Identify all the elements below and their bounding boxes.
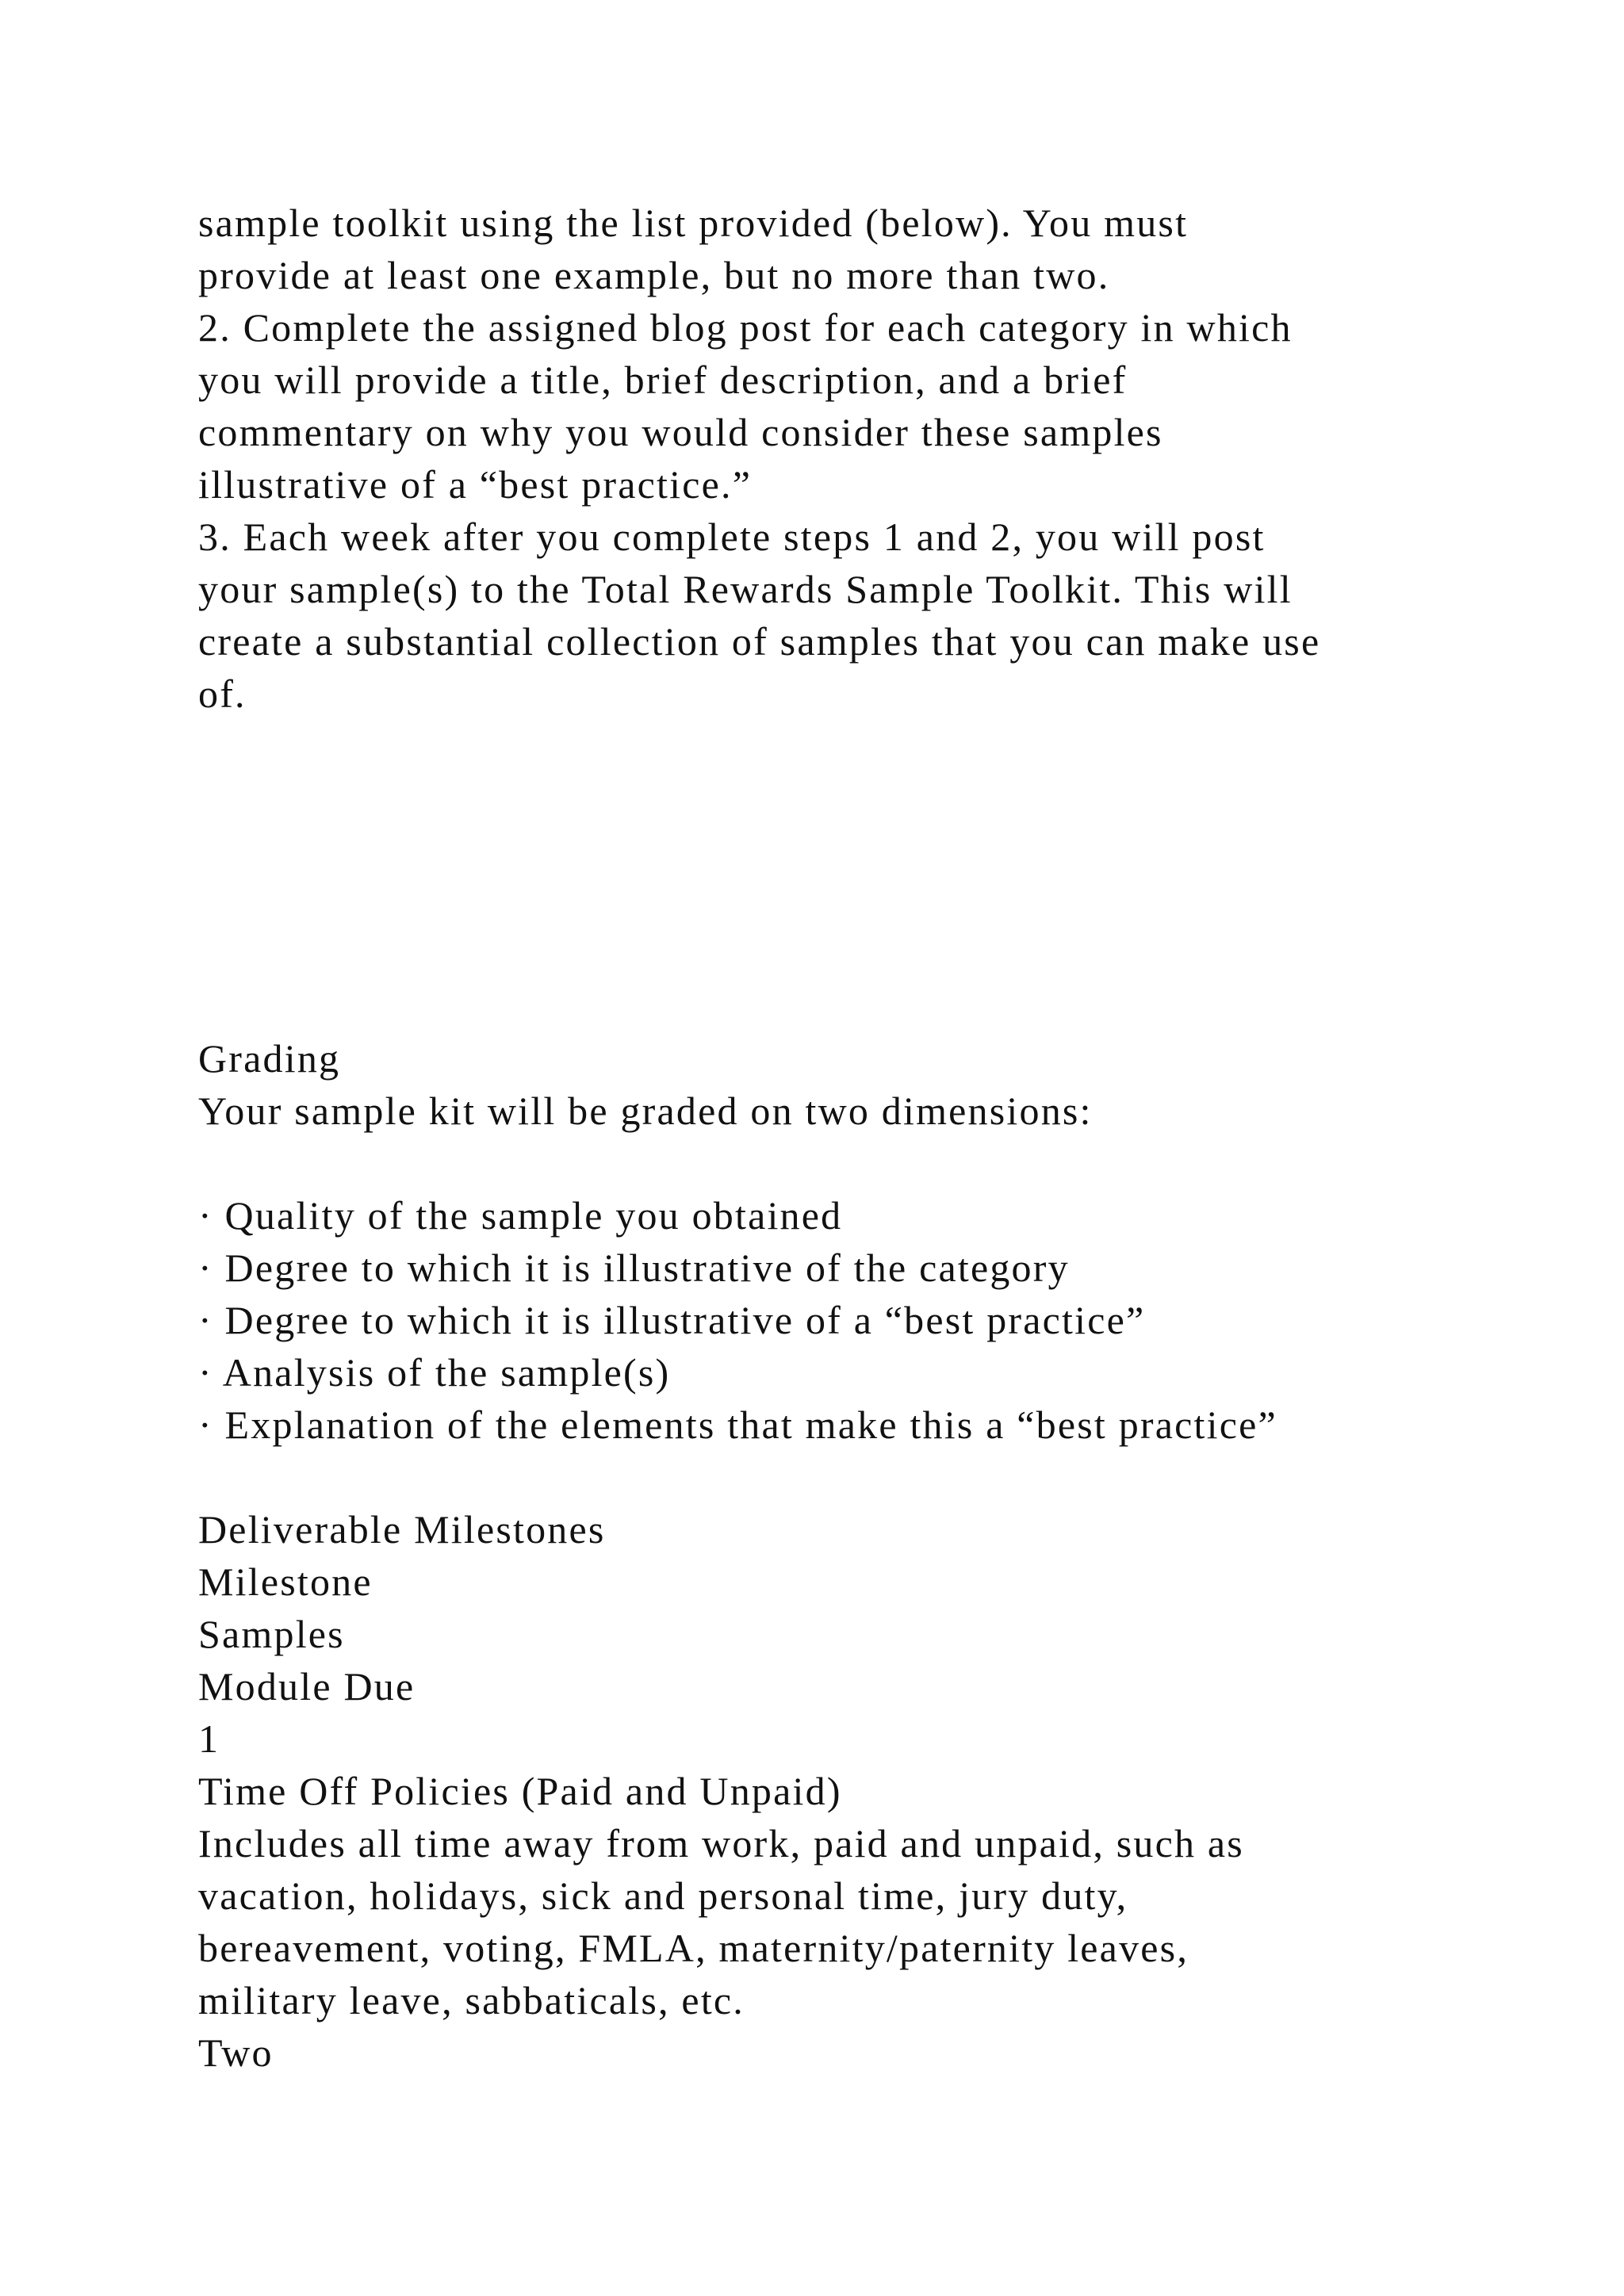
text-line: provide at least one example, but no more than two. (198, 253, 1110, 297)
milestone-title: Time Off Policies (Paid and Unpaid) (198, 1769, 842, 1813)
spacer (198, 1137, 1546, 1189)
grading-criterion: · Explanation of the elements that make this a “best practice” (198, 1402, 1277, 1447)
text-line: of. (198, 672, 247, 716)
milestone-description-line: military leave, sabbaticals, etc. (198, 1978, 745, 2022)
text-line: illustrative of a “best practice.” (198, 462, 753, 507)
milestones-section (198, 1503, 1546, 2079)
grading-criterion: · Quality of the sample you obtained (198, 1193, 843, 1238)
text-line: create a substantial collection of samples that you can make use (198, 619, 1321, 664)
grading-criterion: · Degree to which it is illustrative of the category (198, 1246, 1070, 1290)
column-header-milestone: Milestone (198, 1559, 373, 1604)
instructions-continued (198, 197, 1546, 720)
milestone-description-line: Includes all time away from work, paid and unpaid, such as (198, 1821, 1244, 1866)
milestone-number: 1 (198, 1716, 220, 1761)
grading-criterion: · Analysis of the sample(s) (198, 1350, 671, 1395)
grading-intro: Your sample kit will be graded on two dimensions: (198, 1089, 1093, 1133)
text-line: 2. Complete the assigned blog post for each category in which (198, 305, 1293, 350)
text-line: commentary on why you would consider these samples (198, 410, 1163, 454)
grading-criterion: · Degree to which it is illustrative of a “best practice” (198, 1298, 1146, 1342)
grading-section (198, 1032, 1546, 2079)
grading-heading: Grading (198, 1036, 341, 1081)
milestone-description-line: bereavement, voting, FMLA, maternity/paternity leaves, (198, 1926, 1189, 1970)
column-header-module-due: Module Due (198, 1664, 416, 1709)
text-line: you will provide a title, brief description, and a brief (198, 358, 1128, 402)
column-header-samples: Samples (198, 1612, 345, 1656)
text-line: 3. Each week after you complete steps 1 and 2, you will post (198, 515, 1266, 559)
spacer (198, 1451, 1546, 1503)
milestone-description-line: vacation, holidays, sick and personal time, jury duty, (198, 1873, 1128, 1918)
table-row (198, 1712, 1546, 2079)
text-line: sample toolkit using the list provided (below). You must (198, 201, 1189, 245)
text-line: your sample(s) to the Total Rewards Sample Toolkit. This will (198, 567, 1293, 611)
milestone-samples: Two (198, 2030, 274, 2075)
milestones-heading: Deliverable Milestones (198, 1507, 606, 1552)
